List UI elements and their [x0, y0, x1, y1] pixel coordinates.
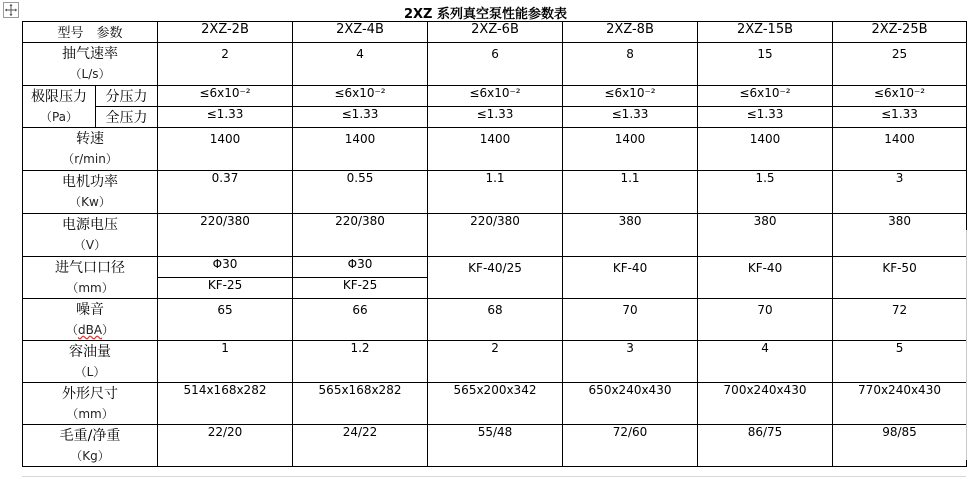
cell-value: KF-40 [747, 261, 783, 275]
cell-value: KF-25 [293, 278, 428, 299]
cell-value: 72/60 [563, 425, 698, 467]
table-cell [428, 257, 563, 299]
table-cell [428, 43, 563, 86]
cell-value: 0.55 [293, 171, 428, 214]
cell-value: 1400 [614, 132, 646, 146]
cell-value: 380 [833, 214, 967, 257]
cell-value: 220/380 [428, 214, 563, 257]
cell-value: 1400 [884, 132, 915, 146]
param-label: 容油量 [69, 344, 111, 360]
cell-value: Φ30 [158, 257, 293, 278]
cell-value: 1400 [209, 132, 241, 146]
cell-value: 1400 [344, 132, 376, 146]
param-unit: （r/min） [62, 152, 118, 166]
cell-value: KF-25 [158, 278, 293, 299]
cell-value: 220/380 [293, 214, 428, 257]
model-header: 2XZ-8B [563, 22, 698, 43]
table-row [23, 214, 967, 257]
table-cell [698, 43, 833, 86]
cell-value: 66 [352, 303, 368, 317]
table-cell [428, 128, 563, 171]
param-label: 电源电压 [62, 217, 118, 233]
cell-value: 1.5 [698, 171, 833, 214]
table-cell [563, 128, 698, 171]
param-unit: （Kg） [70, 449, 110, 463]
param-label: 转速 [76, 131, 104, 147]
table-row [23, 171, 967, 214]
param-label: 抽气速率 [62, 46, 118, 62]
param-label: 极限压力 [31, 89, 87, 105]
table-cell [428, 299, 563, 341]
cell-value: ≤1.33 [428, 107, 563, 128]
cell-value: 24/22 [293, 425, 428, 467]
unit-word: dBA [77, 323, 103, 337]
cell-value: 72 [891, 303, 908, 317]
row-label-inlet [23, 257, 158, 299]
table-cell [698, 128, 833, 171]
table-cell [563, 43, 698, 86]
cell-value: Φ30 [293, 257, 428, 278]
row-label-speed [23, 43, 158, 86]
unit-open: （ [65, 323, 78, 337]
cell-value: 4 [356, 47, 364, 61]
param-unit: （L） [74, 365, 106, 379]
cell-value: 70 [757, 303, 773, 317]
cell-value: 770x240x430 [833, 383, 967, 425]
param-label: 进气口口径 [55, 260, 125, 276]
cell-value: 55/48 [428, 425, 563, 467]
cell-value: 6 [491, 47, 499, 61]
cell-value: 700x240x430 [698, 383, 833, 425]
param-unit: （V） [73, 238, 107, 252]
cell-value: 68 [487, 303, 503, 317]
cell-value: ≤6x10⁻² [698, 86, 833, 107]
cell-value: 5 [833, 341, 967, 383]
table-cell [293, 299, 428, 341]
row-label-weight [23, 425, 158, 467]
param-unit: （mm） [66, 407, 114, 421]
table-cell [833, 299, 967, 341]
table-cell [158, 128, 293, 171]
param-unit [23, 320, 157, 340]
table-cell [293, 43, 428, 86]
cell-value: 2 [221, 47, 229, 61]
cell-value: 25 [891, 47, 908, 61]
row-label-size [23, 383, 158, 425]
table-row [23, 341, 967, 383]
param-label: 噪音 [76, 302, 104, 318]
table-row [23, 43, 967, 86]
row-label-power [23, 171, 158, 214]
param-unit: （Pa） [39, 110, 79, 124]
cell-value: 1.2 [293, 341, 428, 383]
cell-value: ≤6x10⁻² [833, 86, 967, 107]
param-label: 电机功率 [62, 174, 118, 190]
param-label: 毛重/净重 [59, 428, 121, 444]
model-header: 2XZ-6B [428, 22, 563, 43]
cell-value: 3 [833, 171, 967, 214]
table-cell [563, 299, 698, 341]
row-label-rpm [23, 128, 158, 171]
table-cell [698, 257, 833, 299]
unit-close: ） [102, 323, 115, 337]
header-row-label: 型号 参数 [23, 22, 158, 43]
cell-value: ≤1.33 [833, 107, 967, 128]
cell-value: 1 [158, 341, 293, 383]
row-label-oil [23, 341, 158, 383]
cell-value: 565x168x282 [293, 383, 428, 425]
table-title: 2XZ 系列真空泵性能参数表 [403, 7, 568, 22]
cell-value: ≤1.33 [698, 107, 833, 128]
row-label-ultimate-pressure [23, 86, 96, 128]
table-cell [698, 299, 833, 341]
table-row [23, 299, 967, 341]
cell-value: 65 [217, 303, 233, 317]
spec-table [22, 21, 967, 467]
model-header: 2XZ-15B [698, 22, 833, 43]
cell-value: 3 [563, 341, 698, 383]
row-label-noise [23, 299, 158, 341]
cell-value: ≤6x10⁻² [158, 86, 293, 107]
cell-value: KF-40/25 [468, 261, 522, 275]
table-row [23, 383, 967, 425]
table-row [23, 425, 967, 467]
table-row [23, 86, 967, 107]
table-row [23, 128, 967, 171]
cell-value: 380 [563, 214, 698, 257]
table-cell [563, 257, 698, 299]
cell-value: 1400 [479, 132, 511, 146]
param-unit: （Kw） [69, 195, 111, 209]
param-unit: （mm） [66, 281, 114, 295]
model-header: 2XZ-25B [833, 22, 967, 43]
cell-value: ≤6x10⁻² [293, 86, 428, 107]
model-header: 2XZ-2B [158, 22, 293, 43]
cell-value: ≤1.33 [293, 107, 428, 128]
cell-value: 1.1 [563, 171, 698, 214]
table-cell [293, 128, 428, 171]
table-cell [833, 257, 967, 299]
table-row [23, 107, 967, 128]
cell-value: KF-40 [612, 261, 648, 275]
table-cell [833, 43, 967, 86]
cell-value: 86/75 [698, 425, 833, 467]
table-cell [158, 299, 293, 341]
cell-value: 0.37 [158, 171, 293, 214]
cell-value: 4 [698, 341, 833, 383]
cell-value: 220/380 [158, 214, 293, 257]
cell-value: 15 [757, 47, 773, 61]
cell-value: ≤1.33 [158, 107, 293, 128]
header-row [23, 22, 967, 43]
cell-value: 380 [698, 214, 833, 257]
cell-value: ≤6x10⁻² [563, 86, 698, 107]
table-row [23, 257, 967, 278]
cell-value: 565x200x342 [428, 383, 563, 425]
page-edge-rule [966, 230, 967, 460]
cell-value: KF-50 [882, 261, 917, 275]
page-bottom-rule [22, 476, 966, 477]
param-unit: （L/s） [69, 67, 111, 81]
cell-value: 8 [626, 47, 634, 61]
sub-label-total: 全压力 [96, 107, 158, 128]
cell-value: ≤1.33 [563, 107, 698, 128]
cell-value: 1400 [749, 132, 781, 146]
cell-value: 650x240x430 [563, 383, 698, 425]
row-label-voltage [23, 214, 158, 257]
cell-value: 98/85 [833, 425, 967, 467]
param-label: 外形尺寸 [62, 386, 118, 402]
sub-label-partial: 分压力 [96, 86, 158, 107]
cell-value: 514x168x282 [158, 383, 293, 425]
cell-value: ≤6x10⁻² [428, 86, 563, 107]
table-cell [833, 128, 967, 171]
cell-value: 22/20 [158, 425, 293, 467]
model-header: 2XZ-4B [293, 22, 428, 43]
table-cell [158, 43, 293, 86]
cell-value: 70 [622, 303, 638, 317]
cell-value: 2 [428, 341, 563, 383]
cell-value: 1.1 [428, 171, 563, 214]
